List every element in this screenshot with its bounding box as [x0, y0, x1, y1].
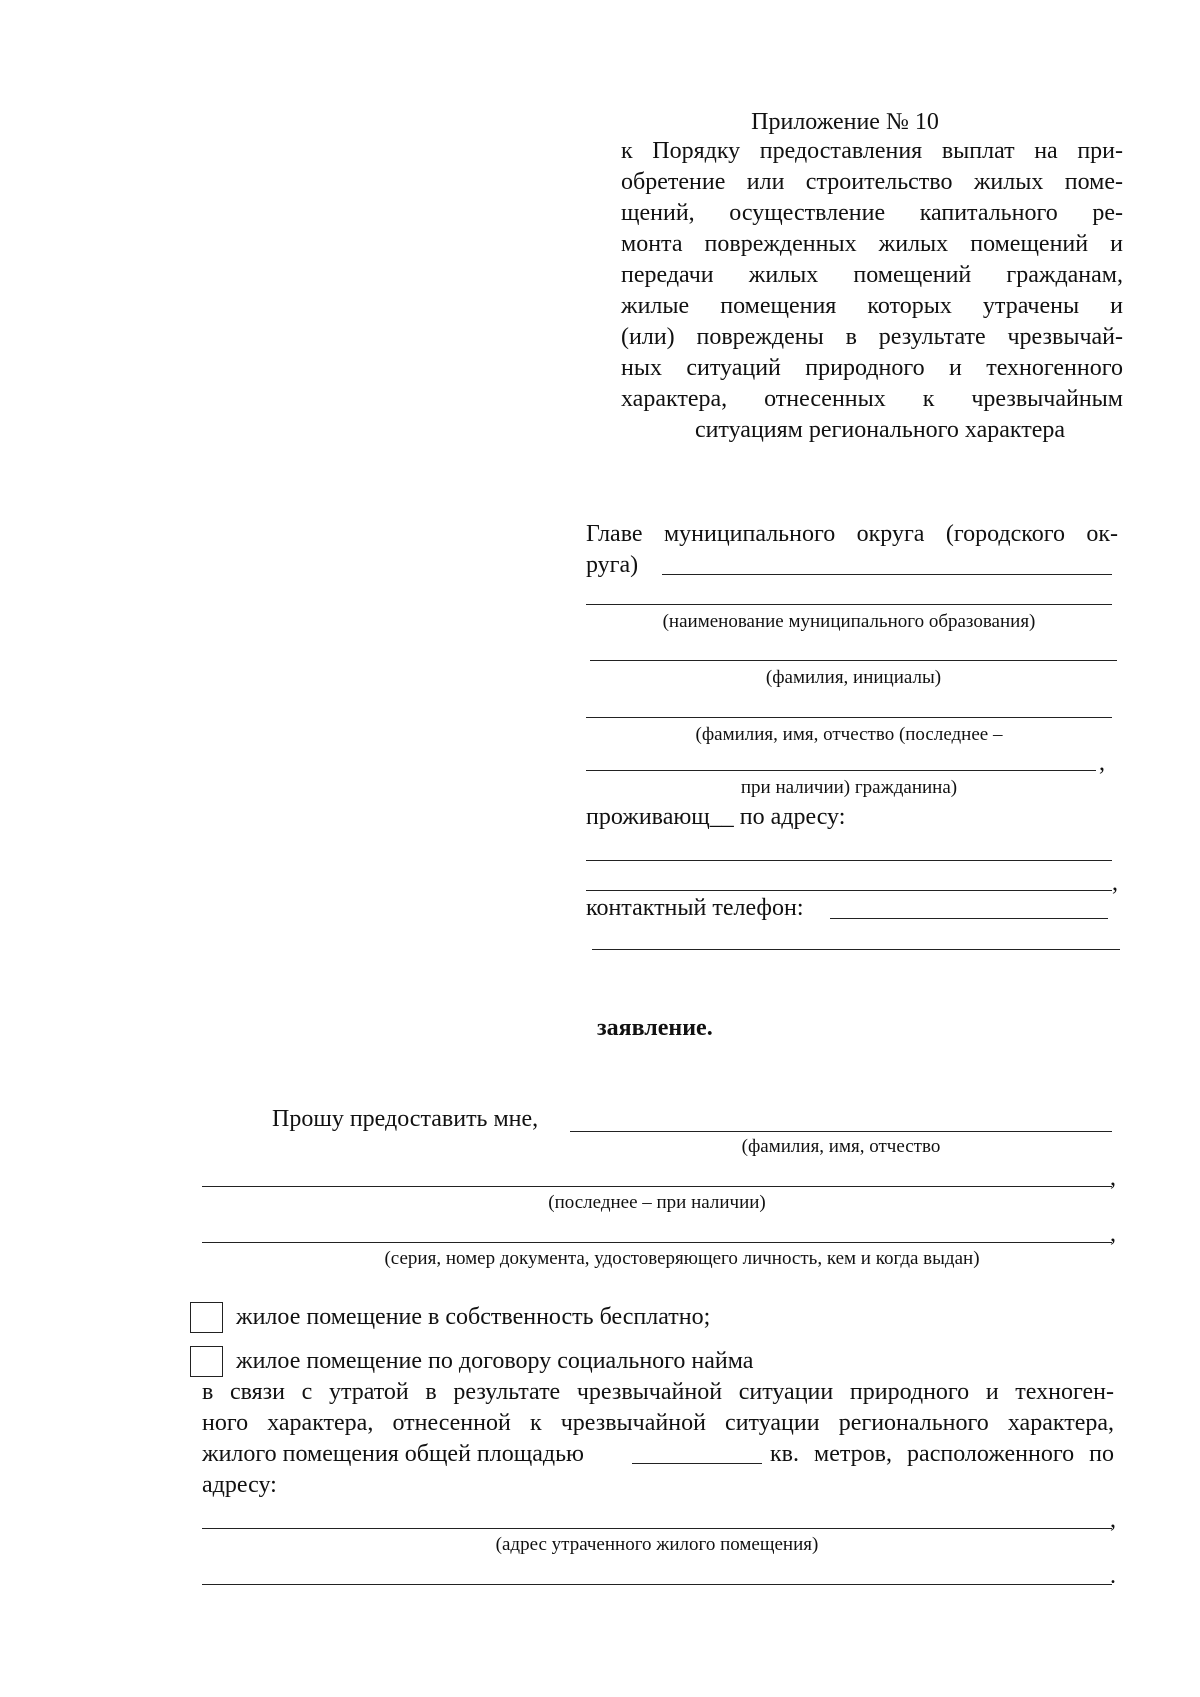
- appendix-line: передачи жилых помещений гражданам,: [621, 262, 1123, 288]
- hint-fullname-2: при наличии) гражданина): [740, 777, 958, 798]
- appendix-line: монта поврежденных жилых помещений и: [621, 231, 1123, 257]
- hint-municipality: (наименование муниципального образования): [662, 611, 1036, 632]
- option-social-rent-checkbox[interactable]: [190, 1346, 223, 1377]
- area-prefix: жилого помещения общей площадью: [202, 1441, 584, 1467]
- comma: ,: [1110, 1507, 1116, 1533]
- period: .: [1110, 1563, 1116, 1589]
- address-label: адресу:: [202, 1472, 277, 1498]
- appendix-title: Приложение № 10: [751, 109, 939, 135]
- living-label: проживающ__ по адресу:: [586, 804, 846, 830]
- lost-address-field[interactable]: [202, 1528, 1112, 1529]
- appendix-line: жилые помещения которых утрачены и: [621, 293, 1123, 319]
- applicant-name-field-2[interactable]: [202, 1186, 1112, 1187]
- document-field[interactable]: [202, 1242, 1112, 1243]
- phone-field[interactable]: [830, 918, 1108, 919]
- citizen-name-field[interactable]: [586, 717, 1112, 718]
- appendix-line: характера, отнесенных к чрезвычайным: [621, 386, 1123, 412]
- hint-fullname-1: (фамилия, имя, отчество (последнее –: [695, 724, 1003, 745]
- municipality-field[interactable]: [662, 574, 1112, 575]
- form-title: заявление.: [597, 1015, 713, 1041]
- appendix-line-last: ситуациям регионального характера: [694, 417, 1066, 443]
- body-line: ного характера, отнесенной к чрезвычайной ситуации регионального характера,: [202, 1410, 1114, 1436]
- applicant-name-field[interactable]: [570, 1131, 1112, 1132]
- addressee-line-1: Главе муниципального округа (городского ок-: [586, 521, 1118, 547]
- hint-surname: (фамилия, инициалы): [765, 667, 942, 688]
- head-surname-field[interactable]: [590, 660, 1117, 661]
- municipality-field-2[interactable]: [586, 604, 1112, 605]
- comma: ,: [1112, 870, 1118, 896]
- hint-patronymic: (последнее – при наличии): [548, 1192, 766, 1213]
- appendix-line: щений, осуществление капитального ре-: [621, 200, 1123, 226]
- option-ownership-checkbox[interactable]: [190, 1302, 223, 1333]
- address-field-2[interactable]: [586, 890, 1112, 891]
- comma: ,: [1110, 1165, 1116, 1191]
- request-label: Прошу предоставить мне,: [272, 1106, 539, 1132]
- lost-address-field-2[interactable]: [202, 1584, 1112, 1585]
- hint-lost-address: (адрес утраченного жилого помещения): [495, 1534, 819, 1555]
- addressee-line-2: руга): [586, 552, 639, 578]
- option-social-rent-label: жилое помещение по договору социального найма: [236, 1348, 754, 1374]
- comma: ,: [1099, 750, 1105, 776]
- hint-name: (фамилия, имя, отчество: [741, 1136, 941, 1157]
- appendix-line: ных ситуаций природного и техногенного: [621, 355, 1123, 381]
- comma: ,: [1110, 1221, 1116, 1247]
- appendix-text: [621, 136, 1123, 446]
- phone-label: контактный телефон:: [586, 895, 804, 921]
- address-field[interactable]: [586, 860, 1112, 861]
- body-line: в связи с утратой в результате чрезвычайной ситуации природного и техноген-: [202, 1379, 1114, 1405]
- area-field[interactable]: [632, 1463, 762, 1464]
- phone-field-2[interactable]: [592, 949, 1120, 950]
- appendix-line: обретение или строительство жилых поме-: [621, 169, 1123, 195]
- area-suffix: кв. метров, расположенного по: [770, 1441, 1114, 1467]
- hint-document: (серия, номер документа, удостоверяющего личность, кем и когда выдан): [384, 1248, 980, 1269]
- option-ownership-label: жилое помещение в собственность бесплатно;: [236, 1304, 711, 1330]
- appendix-line: (или) повреждены в результате чрезвычай-: [621, 324, 1123, 350]
- citizen-name-field-2[interactable]: [586, 770, 1096, 771]
- appendix-line: к Порядку предоставления выплат на при-: [621, 138, 1123, 164]
